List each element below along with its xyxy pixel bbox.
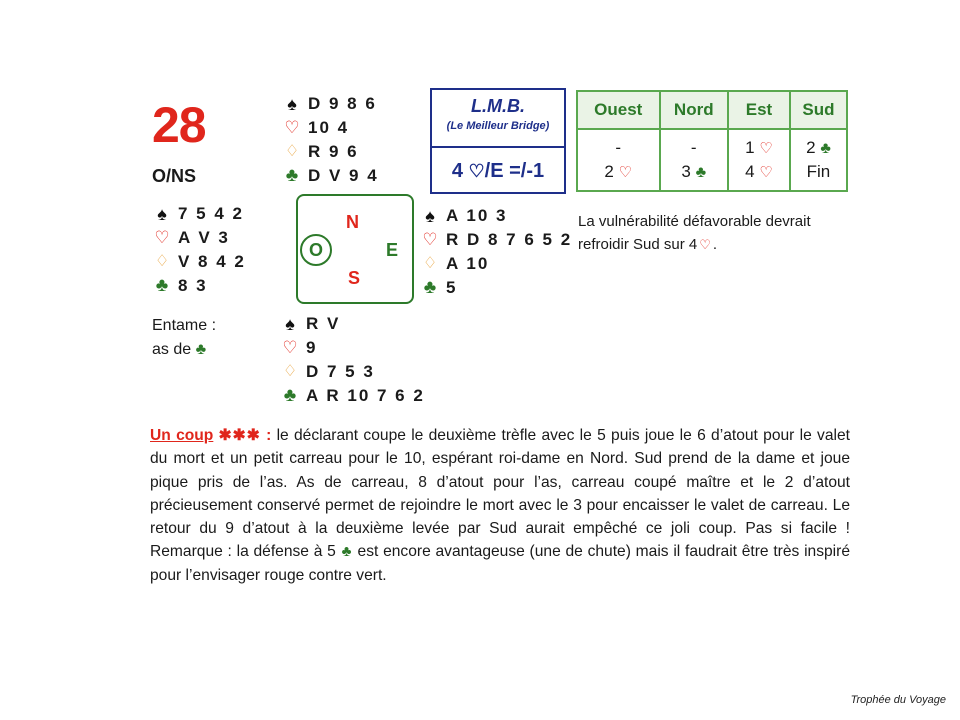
spade-icon: ♠: [157, 204, 167, 224]
south-hand: [280, 312, 425, 408]
auction-table: [576, 90, 848, 192]
south-hearts: ♡ 9: [280, 336, 425, 360]
commentary-paragraph: Un coup ✱✱✱ : le déclarant coupe le deuxième trèfle avec le 5 puis joue le 6 d’atout pour le valet du mort et un petit carreau pour le 10, espérant roi-dame en Nord. Sud prend de la dame et joue pique pris de l’as. As de carreau, 8 d’atout pour l’as, carreau coupé maître et le 2 d’atout précieusement conservé permet de rejoindre le mort avec le 3 pour encaisser le valet de carreau. Le retour du 9 d’atout à la deuxième levée par Sud aurait empêché ce joli coup. Pas si facile ! Remarque : la défense à 5 ♣ est encore avantageuse (une de chute) mais il faudrait être très inspiré pour l’envisager rouge contre vert.: [150, 427, 851, 584]
vulnerability-note: La vulnérabilité défavorable devrait refroidir Sud sur 4 ♡ .: [578, 213, 811, 253]
commentary-text-end: est encore avantageuse (une de chute) mais il faudrait être très inspiré pour l’envisager rouge contre vert.: [150, 543, 851, 584]
lead-card: as de ♣: [152, 341, 207, 358]
diamond-icon: ♢: [422, 255, 438, 272]
north-hearts: ♡ 10 4: [282, 116, 379, 140]
compass-east: E: [386, 240, 399, 260]
compass-west-declarer-circle: O: [300, 234, 332, 266]
commentary-text: le déclarant coupe le deuxième trèfle avec le 5 puis joue le 6 d’atout pour le valet du mort et un petit carreau pour le 10, espérant roi-dame en Nord. Sud prend de la dame et joue pique pris de l’as. As de carreau, 8 d’atout pour l’as, carreau coupé maître et le 2 d’atout précieusement conservé permet de rejoindre le mort avec le 3 pour encaisser le valet de carreau. Le retour du 9 d’atout à la deuxième levée par Sud aurait empêché ce joli coup. Pas si facile ! Remarque : la défense à 5: [150, 427, 851, 561]
heart-icon: ♡: [759, 164, 773, 181]
auction-cell: 2 ♡: [577, 160, 660, 191]
south-clubs: ♣ A R 10 7 6 2: [280, 384, 425, 408]
south-diamonds: ♢ D 7 5 3: [280, 360, 425, 384]
auction-header-north: Nord: [660, 91, 729, 129]
north-diamonds: ♢ R 9 6: [282, 140, 379, 164]
east-spades: ♠ A 10 3: [420, 204, 572, 228]
spade-icon: ♠: [425, 206, 435, 226]
east-clubs: ♣ 5: [420, 276, 572, 300]
compass-south: S: [348, 268, 361, 288]
west-clubs: ♣ 8 3: [152, 274, 246, 298]
west-spades: ♠ 7 5 4 2: [152, 202, 246, 226]
auction-header-west: Ouest: [577, 91, 660, 129]
diamond-icon: ♢: [282, 363, 298, 380]
footer-caption: Trophée du Voyage: [850, 694, 946, 706]
auction-header-east: Est: [728, 91, 790, 129]
club-icon: ♣: [820, 140, 831, 157]
heart-icon: ♡: [282, 338, 298, 357]
heart-icon: ♡: [154, 228, 170, 247]
deal-number: 28: [152, 97, 206, 153]
club-icon: ♣: [695, 164, 707, 181]
west-hearts: ♡ A V 3: [152, 226, 246, 250]
heart-icon: ♡: [699, 237, 711, 252]
lmb-subtitle: (Le Meilleur Bridge): [446, 120, 550, 132]
north-spades: ♠ D 9 8 6: [282, 92, 379, 116]
auction-row: [577, 129, 847, 160]
club-icon: ♣: [155, 275, 169, 296]
heart-icon: ♡: [468, 161, 485, 181]
lmb-box: [430, 88, 566, 194]
auction-row: [577, 160, 847, 191]
east-hearts: ♡ R D 8 7 6 5 2: [420, 228, 572, 252]
club-icon: ♣: [283, 385, 297, 406]
diamond-icon: ♢: [284, 143, 300, 160]
club-icon: ♣: [423, 277, 437, 298]
auction-cell: 2 ♣: [790, 129, 847, 160]
spade-icon: ♠: [287, 94, 297, 114]
heart-icon: ♡: [284, 118, 300, 137]
club-icon: ♣: [285, 165, 299, 186]
east-hand: [420, 204, 572, 300]
dealer-vulnerability: O/NS: [152, 166, 197, 186]
lead-label: Entame :: [152, 317, 217, 334]
rating-stars: ✱✱✱: [218, 427, 261, 444]
auction-cell: -: [660, 129, 729, 160]
auction-cell: 1 ♡: [728, 129, 790, 160]
lmb-contract-result: 4 ♡/E =/-1: [451, 160, 545, 182]
heart-icon: ♡: [618, 164, 633, 181]
heart-icon: ♡: [759, 140, 773, 157]
auction-header-row: [577, 91, 847, 129]
auction-header-south: Sud: [790, 91, 847, 129]
compass-box: [296, 194, 414, 304]
compass-north: N: [346, 212, 359, 232]
club-icon: ♣: [195, 341, 207, 358]
auction-cell: 3 ♣: [660, 160, 729, 191]
club-icon: ♣: [341, 543, 352, 561]
diamond-icon: ♢: [154, 253, 170, 270]
west-hand: [152, 202, 246, 298]
lmb-header: [432, 90, 564, 148]
opening-lead: [152, 314, 216, 362]
auction-cell: 4 ♡: [728, 160, 790, 191]
auction-cell: -: [577, 129, 660, 160]
north-clubs: ♣ D V 9 4: [282, 164, 379, 188]
auction-cell: Fin: [790, 160, 847, 191]
coup-label: Un coup: [150, 427, 214, 444]
north-hand: [282, 92, 379, 188]
heart-icon: ♡: [422, 230, 438, 249]
spade-icon: ♠: [285, 314, 295, 334]
east-diamonds: ♢ A 10: [420, 252, 572, 276]
lmb-title: L.M.B.: [471, 96, 525, 116]
west-diamonds: ♢ V 8 4 2: [152, 250, 246, 274]
south-spades: ♠ R V: [280, 312, 425, 336]
